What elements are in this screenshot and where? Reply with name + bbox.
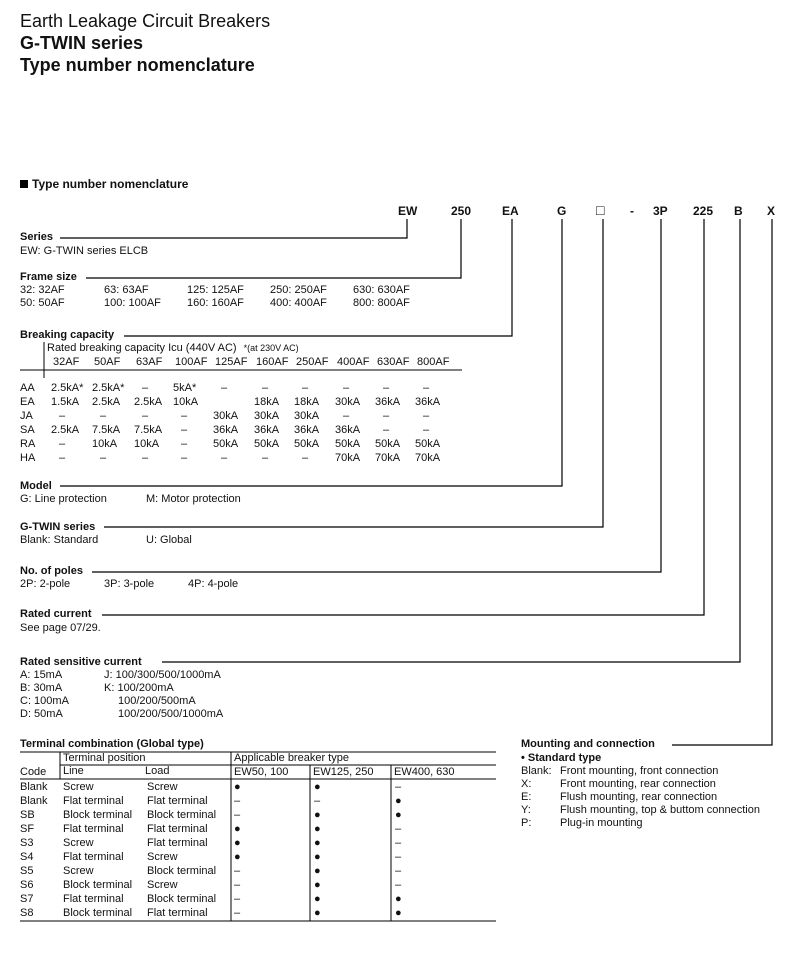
breaking-note: *(at 230V AC) — [243, 343, 299, 353]
terminal-ew125-mark: ● — [314, 892, 321, 905]
frame-size-250: 250: 250AF — [270, 284, 327, 296]
breaking-cell: – — [423, 423, 430, 436]
load-header: Load — [145, 765, 170, 777]
model-option-g: G: Line protection — [20, 493, 107, 505]
sensitive-d: D: 50mA — [20, 708, 63, 720]
terminal-line: Flat terminal — [63, 892, 124, 905]
terminal-load: Screw — [147, 780, 178, 793]
breaking-cell: 18kA — [294, 395, 320, 408]
breaking-cell: – — [142, 381, 149, 394]
terminal-ew400-mark: – — [395, 822, 402, 835]
breaking-col-header: 32AF — [53, 355, 80, 368]
breaking-col-header: 100AF — [175, 355, 208, 368]
breaking-cell: 7.5kA — [134, 423, 163, 436]
breaking-row — [20, 423, 453, 437]
breaking-cell: – — [423, 409, 430, 422]
breaking-cell: 50kA — [294, 437, 320, 450]
gtwin-option-blank: Blank: Standard — [20, 534, 99, 546]
breaking-cell: – — [343, 409, 350, 422]
terminal-ew50-mark: – — [234, 878, 241, 891]
breaking-cell: 50kA — [375, 437, 401, 450]
sensitive-k: K: 100/200mA — [104, 682, 174, 694]
breaking-cell: – — [181, 423, 188, 436]
terminal-ew50-mark: ● — [234, 780, 241, 793]
breaking-row — [20, 451, 453, 465]
terminal-line: Flat terminal — [63, 794, 124, 807]
model-heading: Model — [20, 480, 52, 492]
terminal-row — [20, 878, 496, 892]
breaking-cell: 1.5kA — [51, 395, 80, 408]
terminal-code: Blank — [20, 794, 48, 807]
breaking-row-code: AA — [20, 381, 35, 394]
terminal-line: Screw — [63, 864, 94, 877]
terminal-table-wrap — [20, 780, 496, 920]
frame-size-63: 63: 63AF — [104, 284, 149, 296]
terminal-ew50-mark: – — [234, 892, 241, 905]
breaking-cell: – — [59, 437, 66, 450]
breaking-cell: 36kA — [294, 423, 320, 436]
breaking-cell: – — [302, 381, 309, 394]
breaking-row — [20, 381, 453, 395]
terminal-ew400-mark: – — [395, 864, 402, 877]
breaking-cell: 50kA — [415, 437, 441, 450]
terminal-ew50-mark: ● — [234, 822, 241, 835]
terminal-load: Flat terminal — [147, 822, 208, 835]
breaking-cell: 5kA* — [173, 381, 197, 394]
terminal-ew50-mark: – — [234, 794, 241, 807]
terminal-row — [20, 780, 496, 794]
breaking-col-header: 160AF — [256, 355, 289, 368]
breaking-cell: – — [142, 409, 149, 422]
breaker-header-ew125: EW125, 250 — [313, 766, 374, 778]
code-part-ew: EW — [398, 204, 418, 218]
breaking-row-code: JA — [20, 409, 33, 422]
breaking-cell: – — [383, 409, 390, 422]
breaking-row — [20, 437, 453, 451]
breaking-row — [20, 409, 453, 423]
rated-current-text: See page 07/29. — [20, 622, 101, 634]
breaking-cell: 2.5kA — [51, 423, 80, 436]
breaking-cell: 50kA — [335, 437, 361, 450]
terminal-ew400-mark: ● — [395, 808, 402, 821]
terminal-load: Block terminal — [147, 808, 217, 821]
breaking-cell: 2.5kA* — [92, 381, 125, 394]
code-part-mounting: X — [767, 204, 776, 218]
terminal-code: S6 — [20, 878, 34, 891]
code-part-dash: - — [630, 204, 634, 218]
frame-size-630: 630: 630AF — [353, 284, 410, 296]
rated-current-heading: Rated current — [20, 608, 92, 620]
poles-option-4p: 4P: 4-pole — [188, 578, 239, 590]
breaking-cell: 36kA — [213, 423, 239, 436]
mounting-code: X: — [521, 778, 532, 790]
frame-size-160: 160: 160AF — [187, 297, 244, 309]
breaking-cell: – — [181, 437, 188, 450]
mounting-code: P: — [521, 817, 532, 829]
breaking-cell: – — [343, 381, 350, 394]
breaking-cell: – — [302, 451, 309, 464]
terminal-table — [20, 780, 496, 920]
terminal-heading: Terminal combination (Global type) — [20, 738, 204, 750]
terminal-code: S8 — [20, 906, 34, 919]
breaking-header-corner — [20, 355, 47, 369]
code-part-model: G — [557, 204, 567, 218]
mounting-desc: Front mounting, rear connection — [560, 778, 716, 790]
breaking-row-code: RA — [20, 437, 36, 450]
frame-size-125: 125: 125AF — [187, 284, 244, 296]
gtwin-heading: G-TWIN series — [20, 521, 96, 533]
terminal-load: Block terminal — [147, 892, 217, 905]
breaking-cell: – — [59, 451, 66, 464]
breaking-cell: 18kA — [254, 395, 280, 408]
breaking-cell: 2.5kA — [134, 395, 163, 408]
breaking-cell: 30kA — [213, 409, 239, 422]
breaking-cell: – — [383, 381, 390, 394]
terminal-line: Screw — [63, 780, 94, 793]
poles-option-3p: 3P: 3-pole — [104, 578, 155, 590]
code-part-gtwin-box: □ — [596, 202, 605, 218]
poles-option-2p: 2P: 2-pole — [20, 578, 71, 590]
series-heading: Series — [20, 231, 54, 243]
terminal-ew400-mark: – — [395, 780, 402, 793]
terminal-line: Flat terminal — [63, 850, 124, 863]
frame-size-50: 50: 50AF — [20, 297, 65, 309]
code-part-sensitive: B — [734, 204, 743, 218]
terminal-row — [20, 836, 496, 850]
terminal-code: S3 — [20, 836, 34, 849]
breaking-cell: 7.5kA — [92, 423, 121, 436]
breaking-row — [20, 395, 453, 409]
code-part-current: 225 — [693, 204, 714, 218]
breaking-row-code: SA — [20, 423, 35, 436]
breaking-cell: – — [383, 423, 390, 436]
model-option-m: M: Motor protection — [146, 493, 241, 505]
standard-type-label: • Standard type — [521, 752, 602, 764]
breaking-cell: 70kA — [415, 451, 441, 464]
terminal-ew125-mark: ● — [314, 822, 321, 835]
section-heading-text: Type number nomenclature — [32, 177, 189, 191]
breaking-cell: – — [100, 451, 107, 464]
breaking-capacity-table-wrap — [20, 355, 453, 465]
terminal-position-header: Terminal position — [63, 752, 146, 764]
terminal-ew50-mark: – — [234, 864, 241, 877]
breaking-cell: 70kA — [375, 451, 401, 464]
line-header: Line — [63, 765, 84, 777]
terminal-line: Block terminal — [63, 878, 133, 891]
terminal-ew50-mark: ● — [234, 836, 241, 849]
mounting-code: Y: — [521, 804, 531, 816]
breaking-cell: 36kA — [415, 395, 441, 408]
breaking-subtitle — [47, 342, 299, 355]
breaking-cell: – — [221, 451, 228, 464]
terminal-ew50-mark: – — [234, 906, 241, 919]
terminal-ew400-mark: ● — [395, 794, 402, 807]
breaking-header-row — [20, 355, 453, 369]
breaking-cell: 30kA — [294, 409, 320, 422]
terminal-line: Screw — [63, 836, 94, 849]
terminal-code: SB — [20, 808, 35, 821]
code-header: Code — [20, 766, 47, 778]
code-part-breaking: EA — [502, 204, 519, 218]
terminal-line: Block terminal — [63, 808, 133, 821]
terminal-row — [20, 794, 496, 808]
mounting-code: Blank: — [521, 765, 552, 777]
breaking-cell: 36kA — [254, 423, 280, 436]
breaking-cell: 10kA — [173, 395, 199, 408]
series-text: EW: G-TWIN series ELCB — [20, 245, 149, 257]
terminal-ew125-mark: ● — [314, 780, 321, 793]
applicable-header: Applicable breaker type — [234, 752, 349, 764]
breaking-cell — [209, 395, 250, 409]
frame-size-heading: Frame size — [20, 271, 77, 283]
breaking-spacer-row — [20, 369, 453, 381]
frame-size-100: 100: 100AF — [104, 297, 161, 309]
terminal-row — [20, 864, 496, 878]
doc-category: Earth Leakage Circuit Breakers — [20, 11, 271, 31]
series-connector — [60, 219, 407, 238]
terminal-code: Blank — [20, 780, 48, 793]
breaking-col-header: 630AF — [377, 355, 410, 368]
breaking-col-header: 63AF — [136, 355, 163, 368]
breaking-row-code: HA — [20, 451, 36, 464]
sensitive-c: C: 100mA — [20, 695, 69, 707]
breaking-col-header: 800AF — [417, 355, 450, 368]
breaking-cell: – — [423, 381, 430, 394]
breaking-capacity-table — [20, 355, 453, 381]
breaking-cell: 36kA — [335, 423, 361, 436]
breaking-row-code: EA — [20, 395, 35, 408]
terminal-ew400-mark: – — [395, 878, 402, 891]
breaking-cell: – — [100, 409, 107, 422]
terminal-ew125-mark: ● — [314, 864, 321, 877]
breaking-cell: – — [181, 409, 188, 422]
terminal-load: Flat terminal — [147, 836, 208, 849]
terminal-code: SF — [20, 822, 35, 835]
breaking-cell: – — [221, 381, 228, 394]
terminal-ew400-mark: ● — [395, 906, 402, 919]
terminal-code: S7 — [20, 892, 34, 905]
breaking-col-header: 250AF — [296, 355, 329, 368]
terminal-row — [20, 808, 496, 822]
terminal-row — [20, 892, 496, 906]
sensitive-heading: Rated sensitive current — [20, 656, 142, 668]
sensitive-c-values: 100/200/500mA — [118, 695, 196, 707]
terminal-line: Flat terminal — [63, 822, 124, 835]
terminal-load: Screw — [147, 850, 178, 863]
terminal-ew125-mark: ● — [314, 836, 321, 849]
breaking-capacity-body — [20, 381, 453, 465]
sensitive-b: B: 30mA — [20, 682, 63, 694]
frame-size-800: 800: 800AF — [353, 297, 410, 309]
terminal-ew400-mark: ● — [395, 892, 402, 905]
breaker-header-ew400: EW400, 630 — [394, 766, 455, 778]
terminal-ew400-mark: – — [395, 850, 402, 863]
frame-size-32: 32: 32AF — [20, 284, 65, 296]
terminal-load: Block terminal — [147, 864, 217, 877]
series-title: G-TWIN series — [20, 33, 144, 53]
poles-heading: No. of poles — [20, 565, 83, 577]
breaking-cell: 70kA — [335, 451, 361, 464]
gtwin-option-u: U: Global — [146, 534, 192, 546]
breaking-cell: 30kA — [254, 409, 280, 422]
terminal-code: S4 — [20, 850, 34, 863]
terminal-ew400-mark: – — [395, 836, 402, 849]
terminal-line: Block terminal — [63, 906, 133, 919]
breaking-cell: 2.5kA* — [51, 381, 84, 394]
terminal-ew125-mark: – — [314, 794, 321, 807]
breaking-cell: – — [142, 451, 149, 464]
breaking-cell: 2.5kA — [92, 395, 121, 408]
breaking-cell: 30kA — [335, 395, 361, 408]
breaking-heading: Breaking capacity — [20, 329, 115, 341]
breaking-cell: – — [181, 451, 188, 464]
terminal-ew125-mark: ● — [314, 878, 321, 891]
terminal-row — [20, 850, 496, 864]
breaking-cell: – — [262, 451, 269, 464]
sensitive-j: J: 100/300/500/1000mA — [104, 669, 221, 681]
terminal-row — [20, 906, 496, 920]
breaking-subtitle-text: Rated breaking capacity Icu (440V AC) — [47, 342, 237, 354]
breaking-cell: 10kA — [92, 437, 118, 450]
mounting-heading: Mounting and connection — [521, 738, 655, 750]
breaking-cell: 50kA — [254, 437, 280, 450]
sensitive-a: A: 15mA — [20, 669, 63, 681]
terminal-ew125-mark: ● — [314, 808, 321, 821]
terminal-row — [20, 822, 496, 836]
breaking-cell: 10kA — [134, 437, 160, 450]
mounting-desc: Front mounting, front connection — [560, 765, 719, 777]
mounting-code: E: — [521, 791, 532, 803]
page-title: Type number nomenclature — [20, 55, 255, 75]
terminal-ew50-mark: ● — [234, 850, 241, 863]
breaking-col-header: 50AF — [94, 355, 121, 368]
terminal-load: Flat terminal — [147, 906, 208, 919]
mounting-desc: Plug-in mounting — [560, 817, 643, 829]
terminal-load: Screw — [147, 878, 178, 891]
breaker-header-ew50: EW50, 100 — [234, 766, 289, 778]
code-part-frame: 250 — [451, 204, 472, 218]
breaking-cell: 50kA — [213, 437, 239, 450]
breaking-col-header: 125AF — [215, 355, 248, 368]
terminal-ew125-mark: ● — [314, 906, 321, 919]
terminal-load: Flat terminal — [147, 794, 208, 807]
mounting-connector — [672, 219, 772, 745]
breaking-cell: – — [262, 381, 269, 394]
frame-size-400: 400: 400AF — [270, 297, 327, 309]
breaking-cell: – — [59, 409, 66, 422]
terminal-ew50-mark: – — [234, 808, 241, 821]
breaking-col-header: 400AF — [337, 355, 370, 368]
mounting-desc: Flush mounting, rear connection — [560, 791, 718, 803]
code-part-poles: 3P — [653, 204, 668, 218]
terminal-ew125-mark: ● — [314, 850, 321, 863]
mounting-desc: Flush mounting, top & buttom connection — [560, 804, 760, 816]
terminal-code: S5 — [20, 864, 34, 877]
breaking-cell: 36kA — [375, 395, 401, 408]
sensitive-d-values: 100/200/500/1000mA — [118, 708, 224, 720]
